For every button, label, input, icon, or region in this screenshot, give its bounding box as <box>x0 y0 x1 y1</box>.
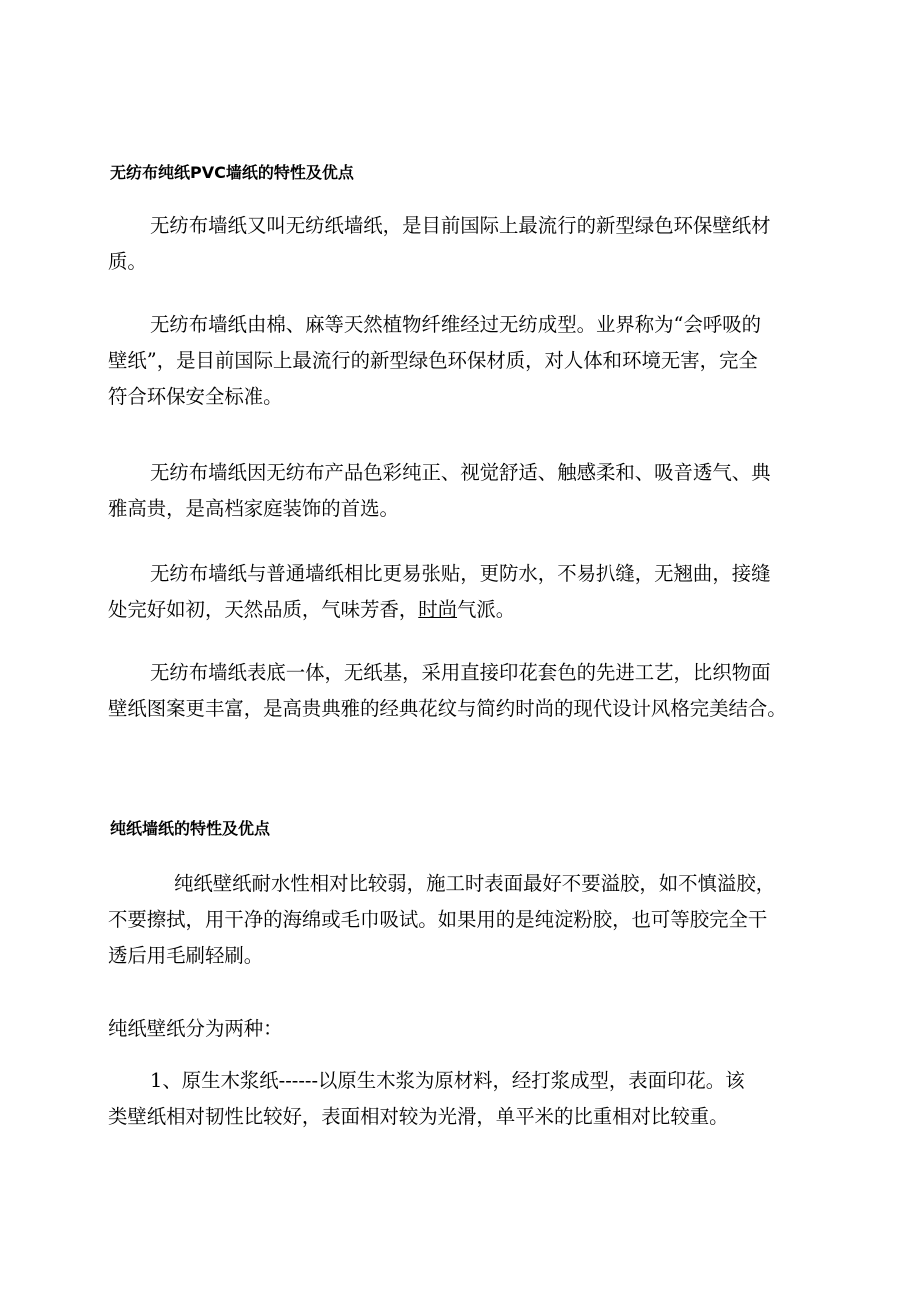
type-item-1 <box>108 1063 828 1135</box>
paragraph-line: 透后用毛刷轻刷。 <box>108 944 264 967</box>
section1-paragraph-5 <box>108 655 828 727</box>
paragraph-line: 质。 <box>108 250 147 273</box>
fashion-link[interactable]: 时尚 <box>418 598 458 621</box>
section1-paragraph-1 <box>108 208 828 280</box>
paragraph-line: 类壁纸相对韧性比较好，表面相对较为光滑，单平米的比重相对比较重。 <box>108 1105 729 1128</box>
types-intro <box>108 1011 828 1047</box>
paragraph-line: 符合环保安全标准。 <box>108 385 283 408</box>
paragraph-line: 纯纸壁纸耐水性相对比较弱，施工时表面最好不要溢胶，如不慎溢胶， <box>174 872 776 895</box>
paragraph-line: 纯纸壁纸分为两种： <box>108 1017 283 1040</box>
paragraph-line: 无纺布墙纸由棉、麻等天然植物纤维经过无纺成型。业界称为“会呼吸的 <box>150 313 762 336</box>
section1-paragraph-2 <box>108 307 828 415</box>
paragraph-line: 无纺布墙纸表底一体，无纸基，采用直接印花套色的先进工艺，比织物面 <box>150 661 771 684</box>
section1-paragraph-3 <box>108 455 828 527</box>
paragraph-line: 无纺布墙纸因无纺布产品色彩纯正、视觉舒适、触感柔和、吸音透气、典 <box>150 461 771 484</box>
paragraph-line: 不要擦拭，用干净的海绵或毛巾吸试。如果用的是纯淀粉胶，也可等胶完全干 <box>108 908 768 931</box>
paragraph-line <box>108 592 828 628</box>
paragraph-line: 无纺布墙纸与普通墙纸相比更易张贴，更防水，不易扒缝，无翘曲，接缝 <box>150 562 771 585</box>
paragraph-line: 1、原生木浆纸------以原生木浆为原材料，经打浆成型，表面印花。该 <box>150 1069 745 1092</box>
paragraph-text: 气派。 <box>457 598 516 621</box>
section1-paragraph-4 <box>108 556 828 628</box>
paragraph-line: 无纺布墙纸又叫无纺纸墙纸，是目前国际上最流行的新型绿色环保壁纸材 <box>150 214 771 237</box>
section1-heading: 无纺布纯纸PVC墙纸的特性及优点 <box>110 163 354 182</box>
section2-paragraph-1 <box>108 866 828 974</box>
paragraph-text: 处完好如初，天然品质，气味芳香， <box>108 598 419 621</box>
section2-heading: 纯纸墙纸的特性及优点 <box>110 819 271 838</box>
paragraph-line: 壁纸图案更丰富，是高贵典雅的经典花纹与简约时尚的现代设计风格完美结合。 <box>108 697 787 720</box>
paragraph-line: 壁纸”，是目前国际上最流行的新型绿色环保材质，对人体和环境无害，完全 <box>108 349 758 372</box>
paragraph-line: 雅高贵，是高档家庭装饰的首选。 <box>108 497 399 520</box>
